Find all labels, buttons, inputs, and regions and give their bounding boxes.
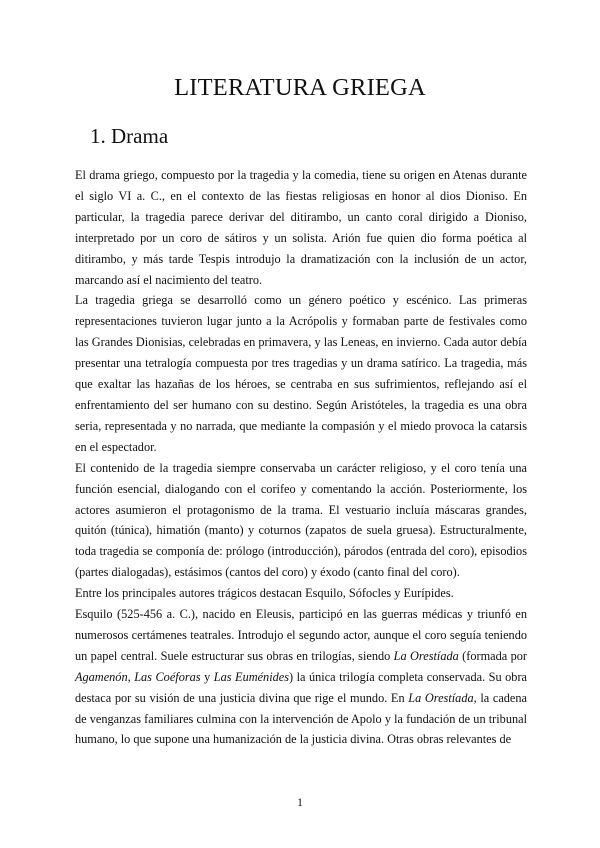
page-number: 1 [297,795,303,809]
esquilo-text-3: , [127,669,135,684]
work-title-agamenon: Agamenón [75,669,128,684]
work-title-oresteia-2: La Orestíada [408,690,474,705]
paragraph-esquilo [75,604,527,750]
esquilo-text-1: Esquilo (525-456 a. C.), nacido en Eleusis, participó en las guerras médicas y triunfó en numerosos certámenes teatrales. Introdujo el segundo actor, aunque el coro seguía teniendo un papel central. Suele estructurar sus obras en trilogías, siendo [75,607,527,663]
paragraph-authors: Entre los principales autores trágicos destacan Esquilo, Sófocles y Eurípides. [75,586,454,601]
esquilo-text-2: (formada por [458,648,527,663]
work-title-oresteia: La Orestíada [393,648,459,663]
work-title-eumenides: Las Euménides [213,669,290,684]
esquilo-text-6: , la cadena de venganzas familiares culmina con la intervención de Apolo y la fundación de un tribunal humano, lo que supone una humanización de la justicia divina. Otras obras relevantes de [75,690,527,747]
paragraph-origin: El drama griego, compuesto por la tragedia y la comedia, tiene su origen en Atenas durante el siglo VI a. C., en el contexto de las fiestas religiosas en honor al dios Dioniso. En particular, la tragedia parece derivar del ditirambo, un canto coral dirigido a Dioniso, interpretado por un coro de sátiros y un solista. Arión fue quien dio forma poética al ditirambo, y más tarde Tespis introdujo la dramatización con la inclusión de un actor, marcando así el nacimiento del teatro. [75,168,527,287]
document-title: LITERATURA GRIEGA [174,74,426,101]
work-title-coeforas: Las Coéforas [134,669,201,684]
body-text [75,165,527,750]
paragraph-content: El contenido de la tragedia siempre conservaba un carácter religioso, y el coro tenía una función esencial, dialogando con el corifeo y comentando la acción. Posteriormente, los actores asumieron el protagonismo de la trama. El vestuario incluía máscaras grandes, quitón (túnica), himatión (manto) y coturnos (zapatos de suela gruesa). Estructuralmente, toda tragedia se componía de: prólogo (introducción), párodos (entrada del coro), episodios (partes dialogadas), estásimos (cantos del coro) y éxodo (canto final del coro). [75,460,527,580]
esquilo-text-5: ) la única trilogía completa conservada. Su obra destaca por su visión de una justicia divina que rige el mundo. En [75,669,528,705]
section-heading: 1. Drama [90,124,169,148]
esquilo-text-4: y [200,669,214,684]
paragraph-tragedy: La tragedia griega se desarrolló como un género poético y escénico. Las primeras representaciones tuvieron lugar junto a la Acrópolis y formaban parte de festivales como las Grandes Dionisias, celebradas en primavera, y las Leneas, en invierno. Cada autor debía presentar una tetralogía compuesta por tres tragedias y un drama satírico. La tragedia, más que exaltar las hazañas de los héroes, se centraba en sus sufrimientos, reflejando así el enfrentamiento del ser humano con su destino. Según Aristóteles, la tragedia es una obra seria, representada y no narrada, que mediante la compasión y el miedo provoca la catarsis en el espectador. [75,293,527,454]
